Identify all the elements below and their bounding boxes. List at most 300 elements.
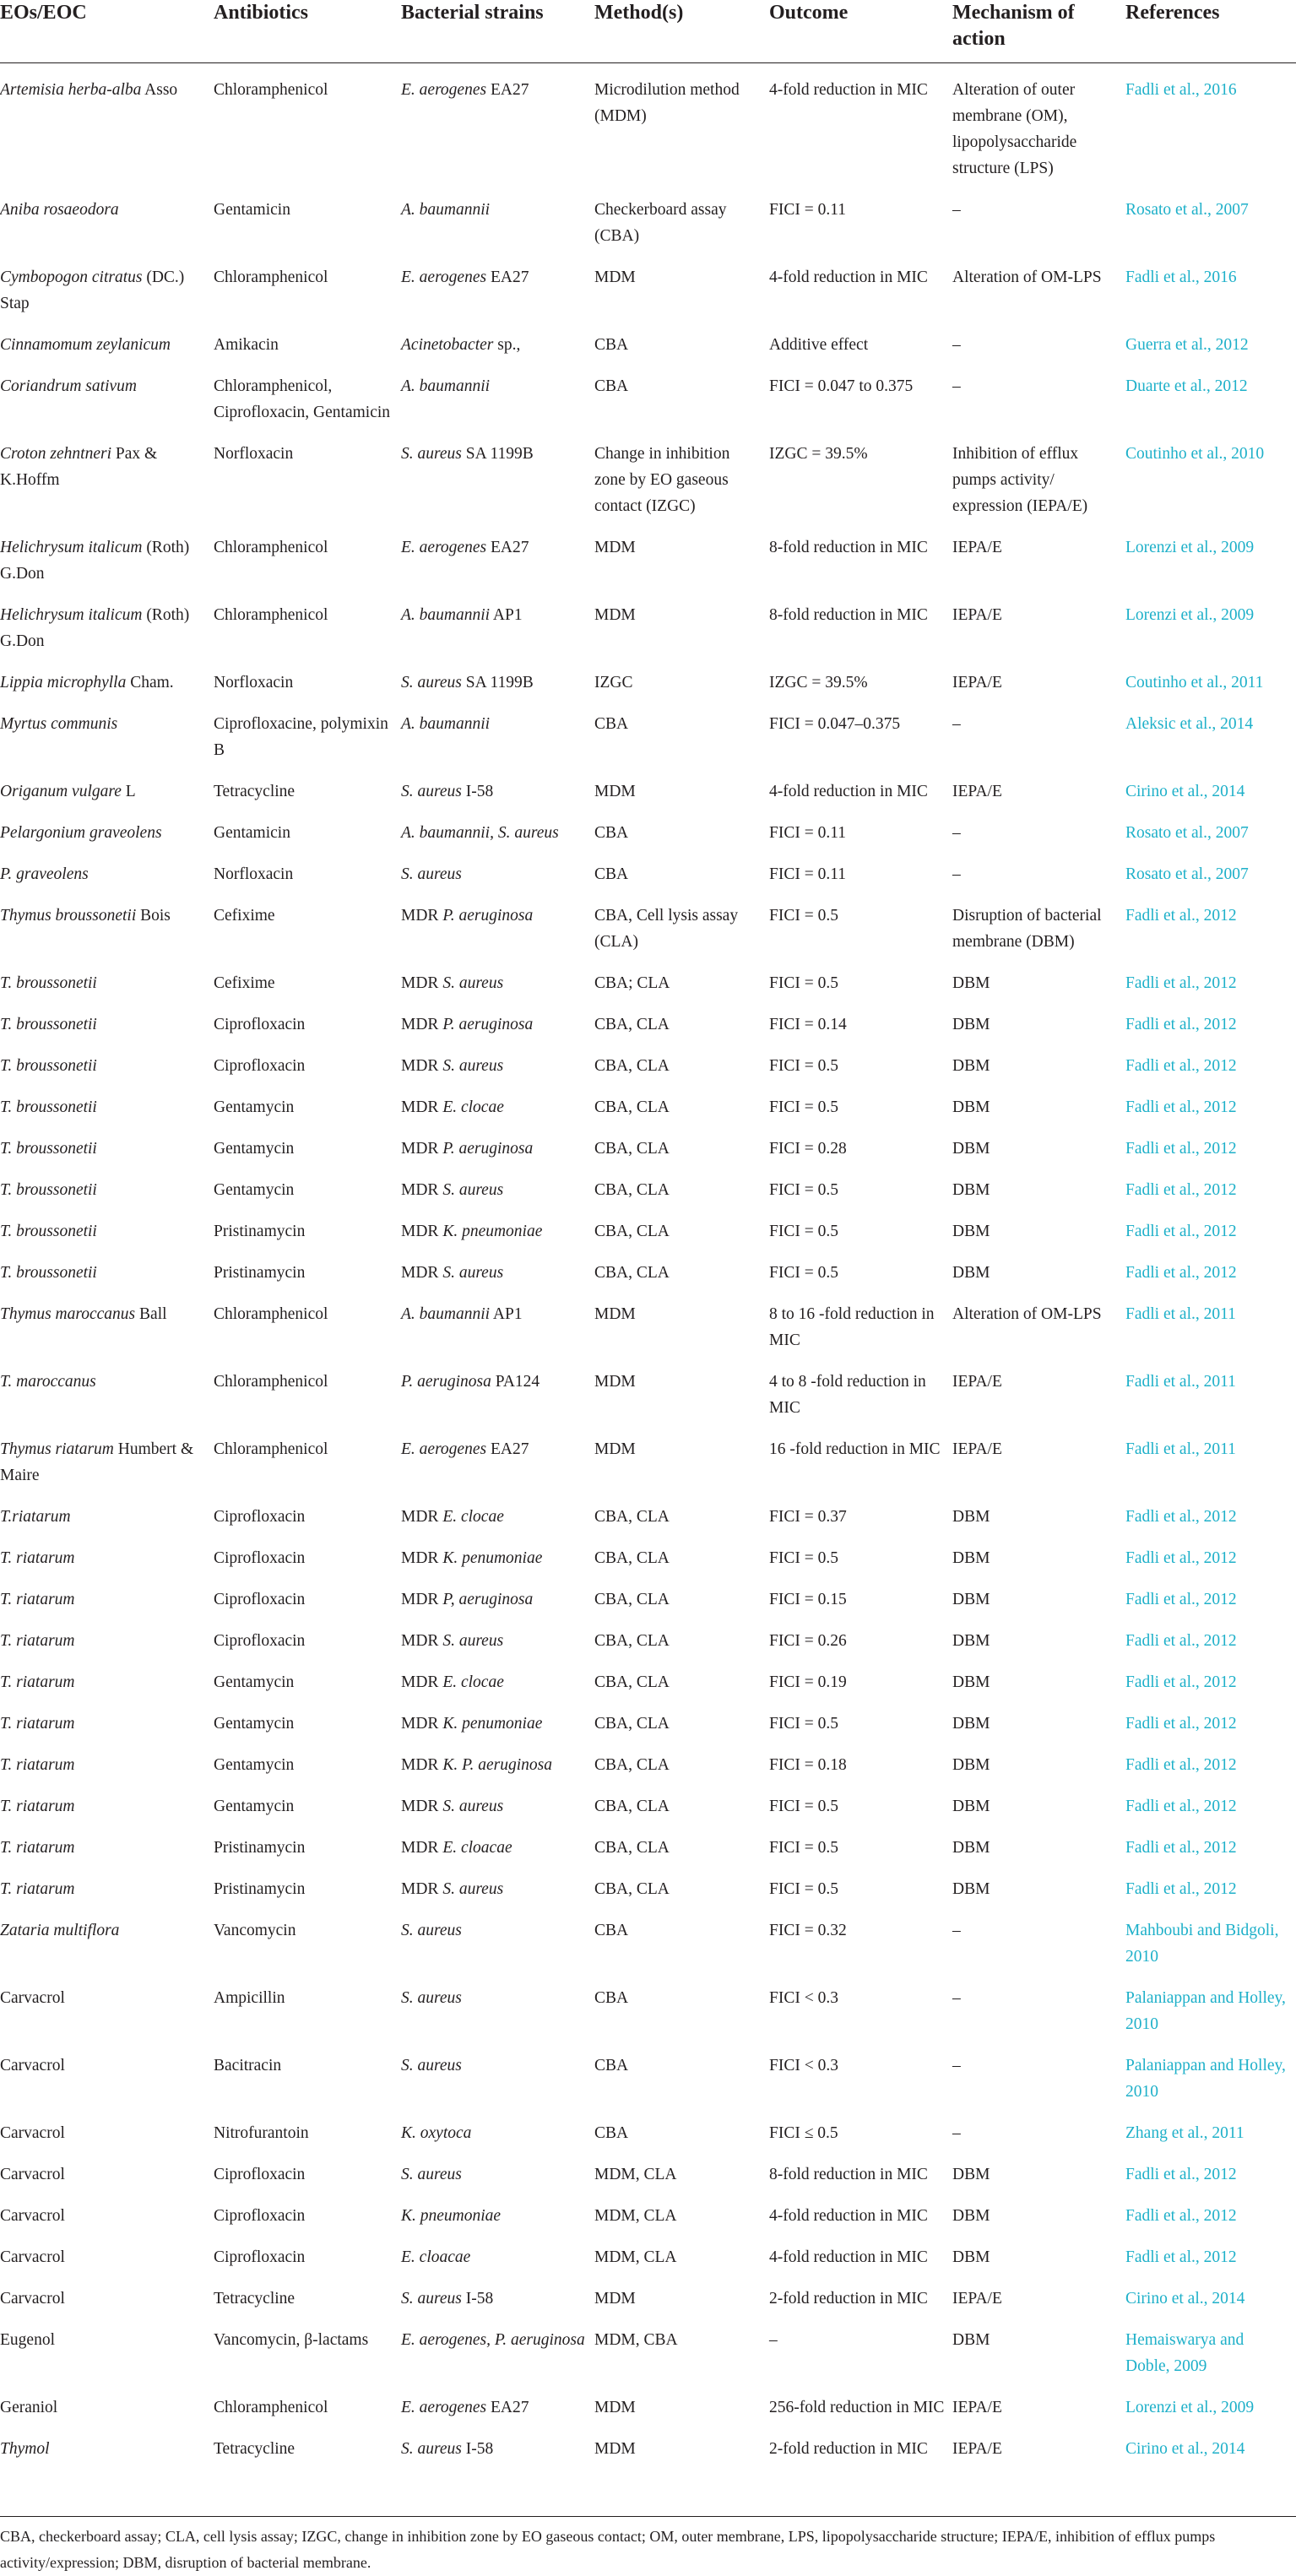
strain-prefix: MDR bbox=[401, 1673, 443, 1691]
method-text: CBA, CLA bbox=[594, 1098, 670, 1116]
reference-link[interactable]: Lorenzi et al., 2009 bbox=[1125, 2399, 1255, 2416]
cell-reference bbox=[1125, 432, 1296, 526]
reference-link[interactable]: Fadli et al., 2012 bbox=[1125, 1756, 1237, 1774]
mechanism-text: IEPA/E bbox=[952, 1440, 1002, 1458]
strain-name: A. baumannii, S. aureus bbox=[401, 824, 559, 842]
reference-link[interactable]: Guerra et al., 2012 bbox=[1125, 336, 1249, 354]
strain-prefix: MDR bbox=[401, 1508, 443, 1526]
cell-reference bbox=[1125, 770, 1296, 811]
reference-link[interactable]: Fadli et al., 2012 bbox=[1125, 2248, 1237, 2266]
reference-link[interactable]: Cirino et al., 2014 bbox=[1125, 783, 1245, 800]
cell-method bbox=[594, 2277, 769, 2318]
eo-name: Carvacrol bbox=[0, 2124, 65, 2142]
cell-eo bbox=[0, 1428, 214, 1495]
cell-mechanism bbox=[952, 432, 1125, 526]
strain-name: K. P. aeruginosa bbox=[442, 1756, 552, 1774]
cell-reference bbox=[1125, 894, 1296, 962]
cell-mechanism bbox=[952, 853, 1125, 894]
cell-outcome bbox=[769, 1428, 952, 1495]
cell-antibiotic bbox=[214, 1360, 401, 1428]
strain-prefix: MDR bbox=[401, 1756, 443, 1774]
cell-eo bbox=[0, 2112, 214, 2153]
reference-link[interactable]: Zhang et al., 2011 bbox=[1125, 2124, 1244, 2142]
cell-eo bbox=[0, 594, 214, 661]
cell-strain bbox=[401, 1578, 594, 1619]
reference-link[interactable]: Fadli et al., 2012 bbox=[1125, 1508, 1237, 1526]
mechanism-text: DBM bbox=[952, 2248, 990, 2266]
antibiotic-name: Ciprofloxacin bbox=[214, 2248, 306, 2266]
cell-reference bbox=[1125, 1360, 1296, 1428]
cell-reference bbox=[1125, 1169, 1296, 1210]
cell-antibiotic bbox=[214, 1537, 401, 1578]
strain-id: I-58 bbox=[461, 2290, 494, 2308]
strain-prefix: MDR bbox=[401, 1839, 443, 1857]
reference-link[interactable]: Palaniappan and Holley, 2010 bbox=[1125, 2057, 1286, 2101]
cell-eo bbox=[0, 1495, 214, 1537]
cell-strain bbox=[401, 1661, 594, 1702]
strain-id: SA 1199B bbox=[461, 674, 534, 691]
cell-strain bbox=[401, 853, 594, 894]
outcome-text: 16 -fold reduction in MIC bbox=[769, 1440, 941, 1458]
cell-strain bbox=[401, 1428, 594, 1495]
reference-link[interactable]: Fadli et al., 2012 bbox=[1125, 1098, 1237, 1116]
cell-strain bbox=[401, 1909, 594, 1977]
cell-eo bbox=[0, 1086, 214, 1127]
antibiotic-name: Ciprofloxacin bbox=[214, 2166, 306, 2183]
antibiotic-name: Ampicillin bbox=[214, 1989, 285, 2007]
reference-link[interactable]: Fadli et al., 2012 bbox=[1125, 1181, 1237, 1199]
strain-name: E. aerogenes, P. aeruginosa bbox=[401, 2331, 585, 2349]
outcome-text: 8-fold reduction in MIC bbox=[769, 539, 928, 556]
cell-antibiotic bbox=[214, 1826, 401, 1868]
cell-outcome bbox=[769, 894, 952, 962]
cell-outcome bbox=[769, 1619, 952, 1661]
cell-method bbox=[594, 432, 769, 526]
cell-reference bbox=[1125, 2236, 1296, 2277]
eo-name: T.riatarum bbox=[0, 1508, 71, 1526]
reference-link[interactable]: Fadli et al., 2012 bbox=[1125, 1549, 1237, 1567]
eo-name: Eugenol bbox=[0, 2331, 55, 2349]
cell-outcome bbox=[769, 365, 952, 432]
reference-link[interactable]: Fadli et al., 2012 bbox=[1125, 1223, 1237, 1240]
cell-mechanism bbox=[952, 1702, 1125, 1744]
eo-authority: Bois bbox=[136, 907, 171, 925]
reference-link[interactable]: Fadli et al., 2012 bbox=[1125, 1140, 1237, 1158]
table-row bbox=[0, 1909, 1296, 1977]
cell-reference bbox=[1125, 594, 1296, 661]
cell-strain bbox=[401, 1169, 594, 1210]
outcome-text: FICI = 0.5 bbox=[769, 974, 838, 992]
strain-prefix: MDR bbox=[401, 907, 443, 925]
strain-name: S. aureus bbox=[401, 1922, 462, 1939]
cell-antibiotic bbox=[214, 1293, 401, 1360]
outcome-text: FICI = 0.5 bbox=[769, 1223, 838, 1240]
table-row bbox=[0, 2194, 1296, 2236]
mechanism-text: IEPA/E bbox=[952, 2290, 1002, 2308]
cell-outcome bbox=[769, 811, 952, 853]
cell-strain bbox=[401, 526, 594, 594]
cell-eo bbox=[0, 526, 214, 594]
cell-antibiotic bbox=[214, 853, 401, 894]
strain-name: S. aureus bbox=[401, 2057, 462, 2074]
outcome-text: FICI = 0.11 bbox=[769, 201, 846, 219]
cell-antibiotic bbox=[214, 2427, 401, 2469]
table-row bbox=[0, 811, 1296, 853]
strain-name: E. aerogenes bbox=[401, 81, 487, 99]
strain-prefix: MDR bbox=[401, 1223, 443, 1240]
eo-name: T. broussonetii bbox=[0, 1181, 97, 1199]
cell-method bbox=[594, 2386, 769, 2427]
reference-link[interactable]: Fadli et al., 2012 bbox=[1125, 2166, 1237, 2183]
mechanism-text: – bbox=[952, 865, 961, 883]
reference-link[interactable]: Mahboubi and Bidgoli, 2010 bbox=[1125, 1922, 1279, 1966]
eo-authority: Asso bbox=[141, 81, 178, 99]
reference-link[interactable]: Fadli et al., 2012 bbox=[1125, 1880, 1237, 1898]
cell-mechanism bbox=[952, 2318, 1125, 2386]
cell-eo bbox=[0, 1661, 214, 1702]
method-text: MDM bbox=[594, 1440, 636, 1458]
reference-link[interactable]: Fadli et al., 2012 bbox=[1125, 1016, 1237, 1033]
method-text: MDM bbox=[594, 268, 636, 286]
cell-outcome bbox=[769, 1360, 952, 1428]
antibiotic-name: Norfloxacin bbox=[214, 445, 294, 463]
method-text: Checkerboard assay (CBA) bbox=[594, 201, 727, 245]
cell-eo bbox=[0, 63, 214, 189]
method-text: CBA bbox=[594, 2057, 629, 2074]
mechanism-text: Inhibition of efflux pumps activity/ expression (IEPA/E) bbox=[952, 445, 1088, 515]
reference-link[interactable]: Lorenzi et al., 2009 bbox=[1125, 606, 1255, 624]
eo-name: Myrtus communis bbox=[0, 715, 118, 733]
cell-outcome bbox=[769, 188, 952, 256]
cell-outcome bbox=[769, 2236, 952, 2277]
cell-strain bbox=[401, 1977, 594, 2044]
antibiotic-name: Gentamycin bbox=[214, 1181, 295, 1199]
cell-eo bbox=[0, 2194, 214, 2236]
method-text: CBA bbox=[594, 336, 629, 354]
cell-method bbox=[594, 1744, 769, 1785]
strain-name: A. baumannii bbox=[401, 715, 491, 733]
antibiotic-name: Cefixime bbox=[214, 974, 275, 992]
outcome-text: 8 to 16 -fold reduction in MIC bbox=[769, 1305, 935, 1349]
cell-method bbox=[594, 594, 769, 661]
cell-strain bbox=[401, 323, 594, 365]
strain-prefix: MDR bbox=[401, 1549, 443, 1567]
cell-reference bbox=[1125, 2277, 1296, 2318]
cell-reference bbox=[1125, 1537, 1296, 1578]
cell-mechanism bbox=[952, 2044, 1125, 2112]
table-header bbox=[0, 0, 1296, 63]
mechanism-text: DBM bbox=[952, 2166, 990, 2183]
cell-mechanism bbox=[952, 770, 1125, 811]
cell-strain bbox=[401, 661, 594, 702]
cell-eo bbox=[0, 1003, 214, 1044]
reference-link[interactable]: Cirino et al., 2014 bbox=[1125, 2290, 1245, 2308]
cell-strain bbox=[401, 1086, 594, 1127]
outcome-text: FICI = 0.11 bbox=[769, 824, 846, 842]
cell-strain bbox=[401, 365, 594, 432]
cell-method bbox=[594, 2427, 769, 2469]
cell-antibiotic bbox=[214, 594, 401, 661]
cell-strain bbox=[401, 2386, 594, 2427]
cell-outcome bbox=[769, 2044, 952, 2112]
strain-name: S. aureus bbox=[401, 445, 462, 463]
strain-name: K. pneumoniae bbox=[401, 2207, 502, 2225]
eo-name: Carvacrol bbox=[0, 2290, 65, 2308]
eo-name: Carvacrol bbox=[0, 1989, 65, 2007]
reference-link[interactable]: Cirino et al., 2014 bbox=[1125, 2440, 1245, 2458]
cell-antibiotic bbox=[214, 1495, 401, 1537]
cell-mechanism bbox=[952, 1360, 1125, 1428]
reference-link[interactable]: Fadli et al., 2012 bbox=[1125, 1057, 1237, 1075]
reference-link[interactable]: Hemaiswarya and Doble, 2009 bbox=[1125, 2331, 1244, 2375]
method-text: CBA, Cell lysis assay (CLA) bbox=[594, 907, 739, 951]
eo-name: Helichrysum italicum bbox=[0, 606, 143, 624]
reference-link[interactable]: Palaniappan and Holley, 2010 bbox=[1125, 1989, 1286, 2033]
strain-name: S. aureus bbox=[401, 2290, 462, 2308]
cell-mechanism bbox=[952, 702, 1125, 770]
cell-strain bbox=[401, 1785, 594, 1826]
reference-link[interactable]: Fadli et al., 2012 bbox=[1125, 1715, 1237, 1733]
method-text: CBA, CLA bbox=[594, 1181, 670, 1199]
cell-reference bbox=[1125, 1977, 1296, 2044]
mechanism-text: – bbox=[952, 201, 961, 219]
reference-link[interactable]: Rosato et al., 2007 bbox=[1125, 201, 1249, 219]
cell-reference bbox=[1125, 1003, 1296, 1044]
cell-antibiotic bbox=[214, 1619, 401, 1661]
cell-reference bbox=[1125, 1868, 1296, 1909]
strain-name: S. aureus bbox=[442, 1057, 504, 1075]
table-row bbox=[0, 2153, 1296, 2194]
strain-name: A. baumannii bbox=[401, 606, 491, 624]
strain-name: K. oxytoca bbox=[401, 2124, 472, 2142]
eo-name: T. riatarum bbox=[0, 1756, 75, 1774]
reference-link[interactable]: Fadli et al., 2012 bbox=[1125, 2207, 1237, 2225]
strain-name: E. aerogenes bbox=[401, 268, 487, 286]
table-row bbox=[0, 1661, 1296, 1702]
cell-method bbox=[594, 1868, 769, 1909]
cell-reference bbox=[1125, 1127, 1296, 1169]
cell-method bbox=[594, 188, 769, 256]
mechanism-text: IEPA/E bbox=[952, 2440, 1002, 2458]
cell-mechanism bbox=[952, 1977, 1125, 2044]
cell-reference bbox=[1125, 1210, 1296, 1251]
method-text: CBA bbox=[594, 824, 629, 842]
reference-link[interactable]: Fadli et al., 2011 bbox=[1125, 1440, 1236, 1458]
strain-name: P. aeruginosa bbox=[442, 1016, 534, 1033]
cell-method bbox=[594, 962, 769, 1003]
cell-eo bbox=[0, 661, 214, 702]
reference-link[interactable]: Rosato et al., 2007 bbox=[1125, 865, 1249, 883]
header-methods: Method(s) bbox=[594, 0, 769, 63]
strain-name: E. cloacae bbox=[401, 2248, 471, 2266]
cell-reference bbox=[1125, 256, 1296, 323]
cell-antibiotic bbox=[214, 1868, 401, 1909]
cell-reference bbox=[1125, 1702, 1296, 1744]
strain-prefix: MDR bbox=[401, 1715, 443, 1733]
method-text: CBA bbox=[594, 715, 629, 733]
mechanism-text: Alteration of OM-LPS bbox=[952, 268, 1102, 286]
table-row bbox=[0, 1360, 1296, 1428]
outcome-text: FICI = 0.5 bbox=[769, 1715, 838, 1733]
outcome-text: 4-fold reduction in MIC bbox=[769, 268, 928, 286]
method-text: CBA bbox=[594, 377, 629, 395]
reference-link[interactable]: Fadli et al., 2012 bbox=[1125, 974, 1237, 992]
antibiotic-name: Pristinamycin bbox=[214, 1264, 306, 1282]
cell-method bbox=[594, 1495, 769, 1537]
reference-link[interactable]: Fadli et al., 2012 bbox=[1125, 1798, 1237, 1815]
cell-method bbox=[594, 365, 769, 432]
cell-strain bbox=[401, 1868, 594, 1909]
strain-name: P. aeruginosa bbox=[442, 907, 534, 925]
cell-outcome bbox=[769, 2194, 952, 2236]
strain-prefix: MDR bbox=[401, 974, 443, 992]
eo-authority: Ball bbox=[135, 1305, 167, 1323]
antibiotic-name: Bacitracin bbox=[214, 2057, 282, 2074]
mechanism-text: Alteration of OM-LPS bbox=[952, 1305, 1102, 1323]
table-row bbox=[0, 853, 1296, 894]
strain-name: S. aureus bbox=[442, 1632, 504, 1650]
cell-eo bbox=[0, 1127, 214, 1169]
cell-method bbox=[594, 2044, 769, 2112]
reference-link[interactable]: Fadli et al., 2011 bbox=[1125, 1305, 1236, 1323]
reference-link[interactable]: Fadli et al., 2011 bbox=[1125, 1373, 1236, 1391]
cell-outcome bbox=[769, 1702, 952, 1744]
reference-link[interactable]: Fadli et al., 2012 bbox=[1125, 907, 1237, 925]
eo-name: T. maroccanus bbox=[0, 1373, 96, 1391]
reference-link[interactable]: Rosato et al., 2007 bbox=[1125, 824, 1249, 842]
eo-name: Geraniol bbox=[0, 2399, 58, 2416]
strain-name: E. aerogenes bbox=[401, 539, 487, 556]
cell-outcome bbox=[769, 1909, 952, 1977]
cell-eo bbox=[0, 770, 214, 811]
cell-strain bbox=[401, 1537, 594, 1578]
cell-eo bbox=[0, 853, 214, 894]
outcome-text: FICI = 0.32 bbox=[769, 1922, 847, 1939]
mechanism-text: Alteration of outer membrane (OM), lipopolysaccharide structure (LPS) bbox=[952, 81, 1077, 177]
reference-link[interactable]: Duarte et al., 2012 bbox=[1125, 377, 1248, 395]
cell-mechanism bbox=[952, 1537, 1125, 1578]
cell-mechanism bbox=[952, 63, 1125, 189]
table-row bbox=[0, 188, 1296, 256]
strain-name: S. aureus bbox=[442, 1264, 504, 1282]
reference-link[interactable]: Fadli et al., 2016 bbox=[1125, 268, 1237, 286]
cell-strain bbox=[401, 2236, 594, 2277]
cell-eo bbox=[0, 1702, 214, 1744]
reference-link[interactable]: Fadli et al., 2012 bbox=[1125, 1264, 1237, 1282]
outcome-text: FICI = 0.37 bbox=[769, 1508, 847, 1526]
mechanism-text: – bbox=[952, 1922, 961, 1939]
cell-method bbox=[594, 1702, 769, 1744]
method-text: MDM bbox=[594, 606, 636, 624]
strain-name: E. clocae bbox=[442, 1673, 504, 1691]
cell-strain bbox=[401, 2194, 594, 2236]
header-outcome: Outcome bbox=[769, 0, 952, 63]
strain-prefix: MDR bbox=[401, 1140, 443, 1158]
cell-eo bbox=[0, 1169, 214, 1210]
method-text: MDM bbox=[594, 1305, 636, 1323]
cell-method bbox=[594, 1044, 769, 1086]
cell-reference bbox=[1125, 1251, 1296, 1293]
cell-outcome bbox=[769, 1578, 952, 1619]
antibiotic-name: Chloramphenicol bbox=[214, 268, 328, 286]
table-row bbox=[0, 770, 1296, 811]
cell-mechanism bbox=[952, 1495, 1125, 1537]
mechanism-text: DBM bbox=[952, 1098, 990, 1116]
strain-prefix: MDR bbox=[401, 1798, 443, 1815]
strain-name: E. aerogenes bbox=[401, 2399, 487, 2416]
mechanism-text: IEPA/E bbox=[952, 539, 1002, 556]
cell-antibiotic bbox=[214, 365, 401, 432]
eo-name: Carvacrol bbox=[0, 2207, 65, 2225]
method-text: CBA, CLA bbox=[594, 1223, 670, 1240]
cell-eo bbox=[0, 2318, 214, 2386]
strain-prefix: MDR bbox=[401, 1632, 443, 1650]
reference-link[interactable]: Fadli et al., 2012 bbox=[1125, 1632, 1237, 1650]
table-row bbox=[0, 2277, 1296, 2318]
cell-mechanism bbox=[952, 1826, 1125, 1868]
mechanism-text: DBM bbox=[952, 1140, 990, 1158]
cell-outcome bbox=[769, 2153, 952, 2194]
strain-id: EA27 bbox=[486, 539, 529, 556]
reference-link[interactable]: Lorenzi et al., 2009 bbox=[1125, 539, 1255, 556]
antibiotic-name: Ciprofloxacin bbox=[214, 1591, 306, 1608]
cell-outcome bbox=[769, 2386, 952, 2427]
cell-outcome bbox=[769, 770, 952, 811]
mechanism-text: DBM bbox=[952, 1798, 990, 1815]
cell-strain bbox=[401, 256, 594, 323]
cell-reference bbox=[1125, 2427, 1296, 2469]
cell-antibiotic bbox=[214, 1044, 401, 1086]
reference-link[interactable]: Fadli et al., 2016 bbox=[1125, 81, 1237, 99]
cell-antibiotic bbox=[214, 256, 401, 323]
cell-mechanism bbox=[952, 1619, 1125, 1661]
mechanism-text: DBM bbox=[952, 1839, 990, 1857]
antibiotic-name: Gentamycin bbox=[214, 1098, 295, 1116]
strain-name: S. aureus bbox=[401, 865, 462, 883]
cell-eo bbox=[0, 1744, 214, 1785]
reference-link[interactable]: Fadli et al., 2012 bbox=[1125, 1673, 1237, 1691]
cell-mechanism bbox=[952, 1086, 1125, 1127]
eo-name: Thymol bbox=[0, 2440, 50, 2458]
cell-mechanism bbox=[952, 2112, 1125, 2153]
cell-method bbox=[594, 1169, 769, 1210]
reference-link[interactable]: Aleksic et al., 2014 bbox=[1125, 715, 1254, 733]
cell-antibiotic bbox=[214, 962, 401, 1003]
eo-name: T. broussonetii bbox=[0, 974, 97, 992]
eo-name: T. riatarum bbox=[0, 1632, 75, 1650]
strain-name: S. aureus bbox=[401, 2166, 462, 2183]
cell-antibiotic bbox=[214, 2153, 401, 2194]
cell-antibiotic bbox=[214, 526, 401, 594]
mechanism-text: DBM bbox=[952, 1016, 990, 1033]
strain-name: S. aureus bbox=[442, 1798, 504, 1815]
cell-outcome bbox=[769, 1977, 952, 2044]
reference-link[interactable]: Coutinho et al., 2011 bbox=[1125, 674, 1264, 691]
cell-reference bbox=[1125, 63, 1296, 189]
strain-prefix: MDR bbox=[401, 1880, 443, 1898]
reference-link[interactable]: Fadli et al., 2012 bbox=[1125, 1591, 1237, 1608]
reference-link[interactable]: Coutinho et al., 2010 bbox=[1125, 445, 1265, 463]
cell-eo bbox=[0, 894, 214, 962]
cell-strain bbox=[401, 2427, 594, 2469]
mechanism-text: Disruption of bacterial membrane (DBM) bbox=[952, 907, 1102, 951]
reference-link[interactable]: Fadli et al., 2012 bbox=[1125, 1839, 1237, 1857]
outcome-text: 4-fold reduction in MIC bbox=[769, 2248, 928, 2266]
cell-mechanism bbox=[952, 1210, 1125, 1251]
outcome-text: 2-fold reduction in MIC bbox=[769, 2440, 928, 2458]
outcome-text: 8-fold reduction in MIC bbox=[769, 2166, 928, 2183]
cell-reference bbox=[1125, 1428, 1296, 1495]
